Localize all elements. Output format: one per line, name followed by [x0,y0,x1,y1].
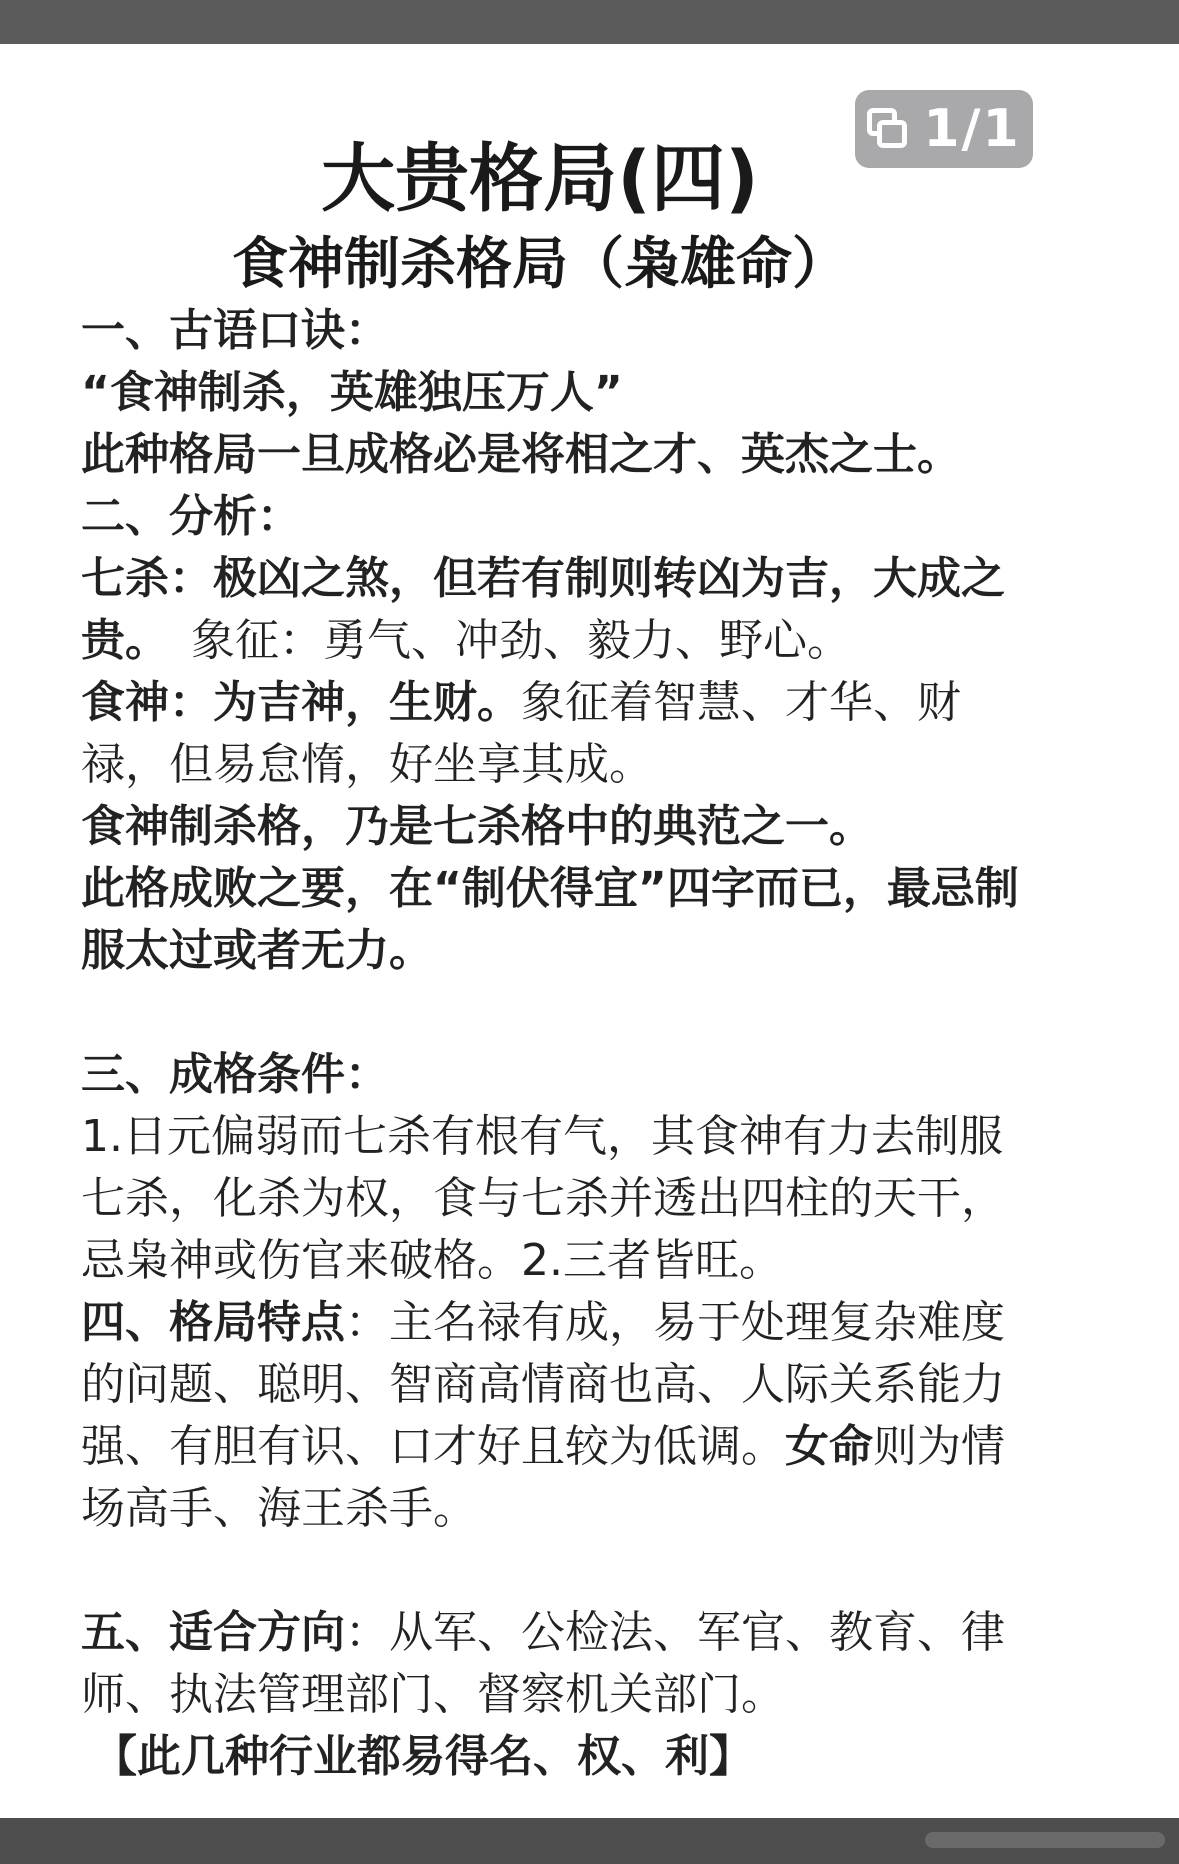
text-line: 的问题、聪明、智商高情商也高、人际关系能力 [81,1359,1005,1410]
section-heading: 三、成格条件： [81,1049,389,1100]
text: 女命 [785,1421,873,1472]
section-heading: 一、古语口诀： [81,305,389,356]
text-line: 【此几种行业都易得名、权、利】 [93,1731,753,1782]
text-line: 食神制杀格，乃是七杀格中的典范之一。 [81,801,873,852]
text-line: 此格成败之要，在“制伏得宜”四字而已，最忌制 [81,863,1019,914]
label: 七杀： [81,553,213,604]
text-line: 禄，但易怠惰，好坐享其成。 [81,739,653,790]
text: 极凶之煞，但若有制则转凶为吉，大成之 [213,553,1005,604]
page-subtitle: 食神制杀格局（枭雄命） [232,232,848,297]
text-line [81,672,1041,734]
text-line: 七杀，化杀为权，食与七杀并透出四柱的天干， [81,1173,1005,1224]
text-line: 场高手、海王杀手。 [81,1483,477,1534]
text: ： [345,1297,389,1348]
quote-line: “食神制杀，英雄独压万人” [81,367,623,418]
text: 强、有胆有识、口才好且较为低调。 [81,1421,785,1472]
text-line [81,1416,1041,1478]
page-counter: 1/1 [923,99,1021,159]
text-line: 忌枭神或伤官来破格。2.三者皆旺。 [81,1235,783,1286]
top-status-bar [0,0,1179,44]
text: 则为情 [873,1421,1005,1472]
text-line: 此种格局一旦成格必是将相之才、英杰之士。 [81,429,961,480]
spacer [81,1540,1041,1602]
page-title: 大贵格局(四) [321,136,759,222]
text: 象征：勇气、冲劲、毅力、野心。 [147,615,851,666]
text: 为吉神，生财。 [213,677,521,728]
section-heading: 五、适合方向 [81,1607,345,1658]
text: 主名禄有成，易于处理复杂难度 [389,1297,1005,1348]
watermark [925,1832,1165,1848]
text: 从军、公检法、军官、教育、律 [389,1607,1005,1658]
section-heading: 四、格局特点 [81,1297,345,1348]
text-line [81,610,1041,672]
spacer [81,982,1041,1044]
text-line [81,548,1041,610]
text-line: 1.日元偏弱而七杀有根有气，其食神有力去制服 [81,1111,1003,1162]
section-heading: 二、分析： [81,491,301,542]
text: ： [345,1607,389,1658]
bottom-bar [0,1818,1179,1864]
text-line: 师、执法管理部门、督察机关部门。 [81,1669,785,1720]
text-line [81,1602,1041,1664]
text: 贵。 [81,615,147,666]
text: 象征着智慧、才华、财 [521,677,961,728]
article-content [81,300,1041,1788]
label: 食神： [81,677,213,728]
text-line [81,1292,1041,1354]
text-line: 服太过或者无力。 [81,925,433,976]
